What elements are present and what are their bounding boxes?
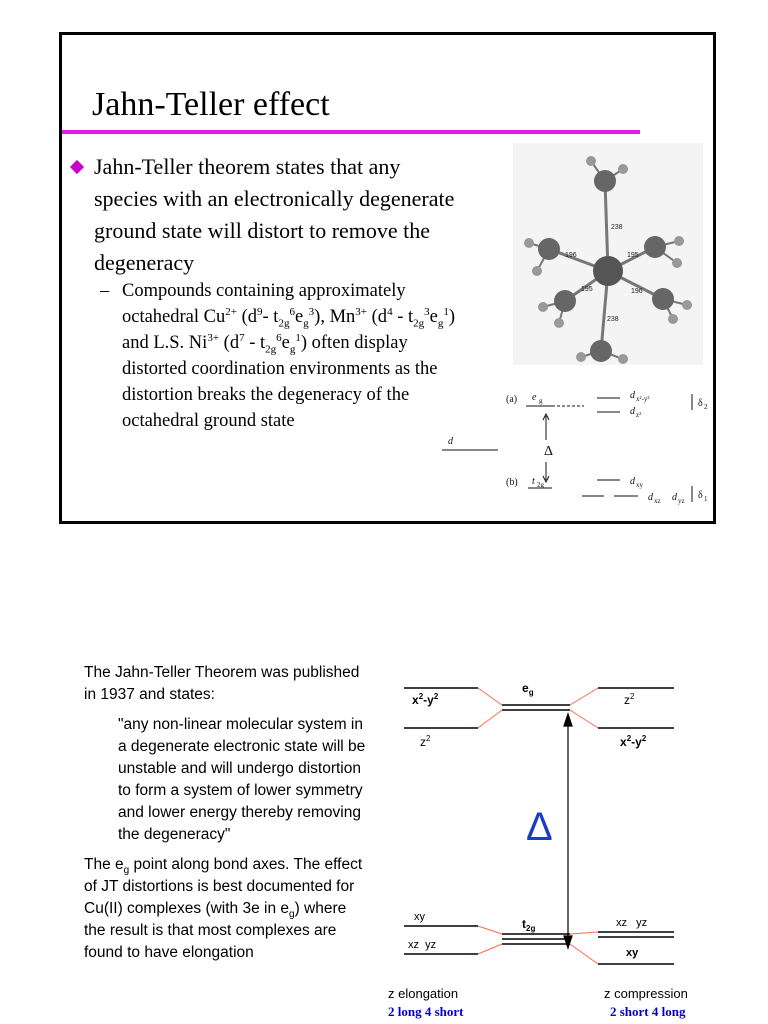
svg-text:(b): (b) [506, 477, 518, 488]
slide-title: Jahn-Teller effect [92, 86, 330, 123]
svg-text:d: d [672, 492, 677, 503]
bond-label: 196 [565, 252, 577, 259]
right-caption-bonds: 2 short 4 long [610, 1004, 686, 1019]
svg-text:d: d [648, 492, 653, 503]
svg-text:d: d [630, 390, 635, 401]
svg-text:d: d [630, 476, 635, 487]
svg-text:d: d [630, 406, 635, 417]
t2g-label: $t_{2g}$ [522, 917, 536, 933]
level-label: xz yz [408, 939, 437, 951]
level-label: xy [626, 947, 639, 959]
subbullet-item [100, 278, 462, 434]
bullet-item [70, 151, 464, 279]
svg-text:2: 2 [704, 403, 708, 411]
delta-symbol: Δ [526, 805, 553, 849]
svg-text:δ: δ [698, 398, 703, 409]
right-caption: z compression [604, 986, 688, 1001]
cu-paragraph: The $e_g$ point along bond axes. The effect of JT distortions is best documented for Cu(II) complexes (with 3e in $e_g$) where the result is that most complexes are found to have elongation [84, 856, 363, 961]
svg-text:2g: 2g [537, 481, 544, 489]
jahn-teller-splitting-diagram [378, 672, 698, 1024]
level-label: xz yz [616, 917, 648, 929]
bond-label: 196 [631, 288, 643, 295]
dash-bullet: – [100, 281, 110, 301]
bond-label: 195 [627, 252, 639, 259]
svg-text:xy: xy [636, 481, 643, 489]
subbullet-text: Compounds containing approximately octahedral $Cu^{2+}$ ($d^9-$ $t_{2g}^6e_g^3$), $Mn^{3+}$ $(d^4 - t_{2g}^3e_g^1)$ and L.S. $Ni^{3+}$ $(d^7 - t_{2g}^6e_g^1)$ often display distorted coordination environments as the distortion breaks the degeneracy of the octahedral ground state [122, 281, 456, 431]
svg-text:Δ: Δ [544, 444, 554, 459]
bullet-text: Jahn-Teller theorem states that any species with an electronically degenerate ground state will distort to remove the degeneracy [94, 154, 455, 275]
intro-paragraph: The Jahn-Teller Theorem was published in 1937 and states: [84, 664, 360, 703]
octahedral-molecule-image [513, 143, 703, 365]
theorem-quote: "any non-linear molecular system in a degenerate electronic state will be unstable and will undergo distortion to form a system of lower symmetry and lower energy thereby removing the degeneracy" [118, 716, 366, 843]
svg-text:g: g [539, 397, 543, 405]
title-rule [62, 130, 640, 134]
bond-label: 195 [581, 286, 593, 293]
svg-text:t: t [532, 476, 535, 487]
svg-text:δ: δ [698, 490, 703, 501]
svg-text:yz: yz [678, 497, 685, 505]
left-caption: z elongation [388, 986, 459, 1001]
bond-label: 238 [607, 316, 619, 323]
left-caption-bonds: 2 long 4 short [388, 1004, 464, 1019]
svg-text:x²-y²: x²-y² [636, 395, 650, 403]
level-label: $x^2-y^2$ [412, 692, 439, 707]
eg-label: $e_g$ [522, 681, 534, 697]
level-label: $z^2$ [420, 734, 431, 749]
svg-text:d: d [448, 436, 453, 447]
lower-text-column [84, 662, 366, 964]
svg-text:xz: xz [654, 497, 661, 505]
level-label: $x^2-y^2$ [620, 734, 647, 749]
level-label: $z^2$ [624, 692, 635, 707]
svg-text:(a): (a) [506, 394, 518, 405]
svg-text:1: 1 [704, 495, 708, 503]
level-label: xy [414, 911, 425, 923]
bond-label: 238 [611, 224, 623, 231]
slide-energy-level-diagram [434, 380, 718, 515]
svg-text:e: e [532, 392, 537, 403]
slide [59, 32, 716, 524]
svg-text:z²: z² [636, 411, 642, 419]
diamond-bullet-icon [70, 160, 84, 174]
